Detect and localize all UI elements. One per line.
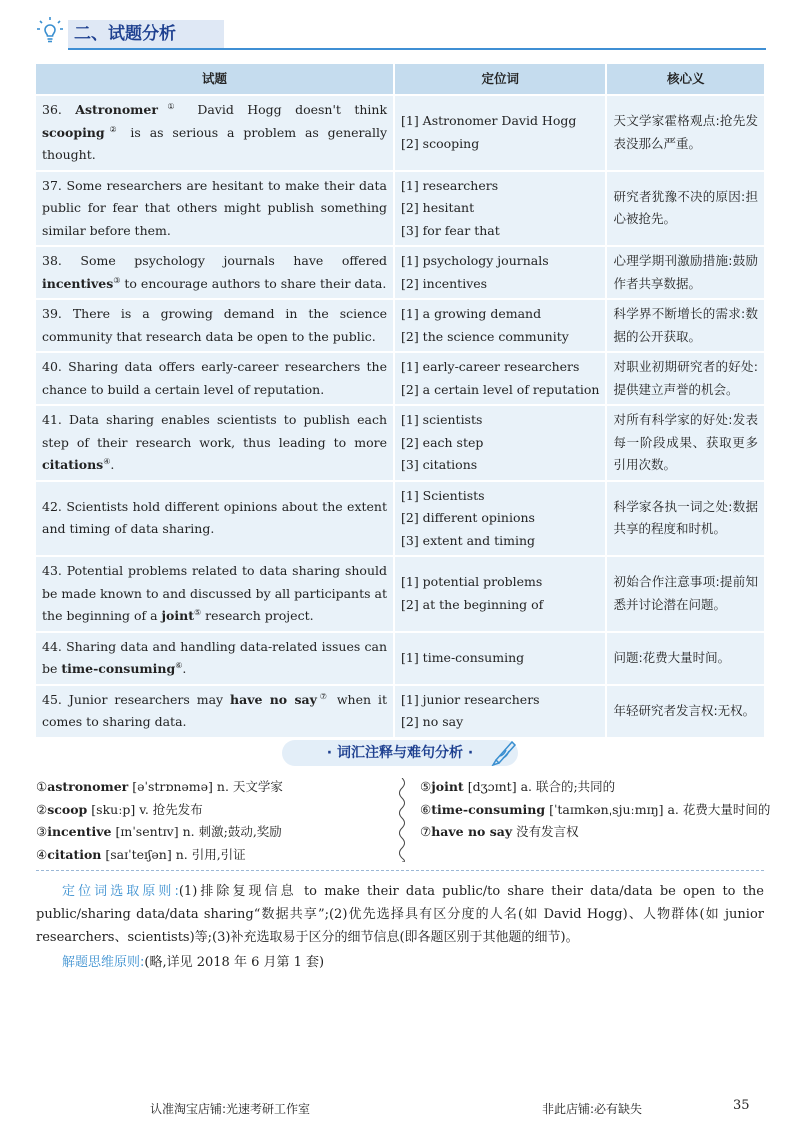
question-text: Junior researchers may bbox=[68, 691, 231, 707]
footnote-marker: ③ bbox=[113, 275, 121, 285]
question-text: Some psychology journals have offered bbox=[80, 253, 387, 268]
note-locating-principle bbox=[36, 880, 764, 949]
analysis-table bbox=[36, 64, 764, 739]
keyword-item: [1] junior researchers bbox=[401, 691, 540, 707]
keyword-term: incentives bbox=[42, 275, 114, 291]
table-row bbox=[36, 482, 764, 558]
keyword-term: time-consuming bbox=[61, 661, 176, 676]
keyword-item: [2] each step bbox=[401, 434, 484, 450]
table-header-row bbox=[36, 64, 764, 96]
column-header-keywords: 定位词 bbox=[395, 64, 607, 96]
column-header-meaning: 核心义 bbox=[607, 64, 764, 96]
dashed-separator bbox=[36, 870, 764, 871]
vocab-list-right bbox=[420, 776, 780, 844]
keyword-item: [3] for fear that bbox=[401, 222, 500, 238]
question-text: . bbox=[182, 661, 187, 676]
table-row bbox=[36, 247, 764, 300]
keywords-cell bbox=[395, 633, 607, 686]
keywords-cell bbox=[395, 482, 607, 558]
vocab-section-title: · 词汇注释与难句分析 · bbox=[282, 740, 518, 766]
table-row bbox=[36, 300, 764, 353]
note-text: (1)排除复现信息 to make their data public/to share their data/data be open to the public/sharing data/data sharing“数据共享”;(2)优先选择具有区分度的人名(如 David Hogg)、人物群体(如 junior researchers、scientists)等;(3)补充选取易于区分的细节信息(即各题区别于其他题的细节)。 bbox=[36, 884, 764, 945]
keyword-item: [3] citations bbox=[401, 457, 478, 472]
vocab-word: joint bbox=[431, 779, 464, 794]
note-text: (略,详见 2018 年 6 月第 1 套) bbox=[144, 955, 325, 970]
meaning-cell: 心理学期刊激励措施:鼓励作者共享数据。 bbox=[607, 247, 764, 300]
page-number: 35 bbox=[733, 1098, 750, 1113]
vocab-definition: n. 刺激;鼓动,奖励 bbox=[182, 824, 282, 839]
vocab-word: scoop bbox=[47, 801, 88, 817]
vocab-word: astronomer bbox=[47, 779, 129, 794]
question-text: Sharing data and handling data-related issues can be bbox=[42, 638, 387, 676]
vocab-number: ⑦ bbox=[420, 824, 432, 839]
vocab-phonetic: [skuːp] bbox=[91, 801, 136, 817]
vocab-definition: v. 抢先发布 bbox=[139, 801, 203, 817]
question-text: Scientists hold different opinions about the extent and timing of data sharing. bbox=[42, 498, 387, 537]
question-cell bbox=[36, 557, 395, 633]
meaning-cell: 对所有科学家的好处:发表每一阶段成果、获取更多引用次数。 bbox=[607, 406, 764, 482]
question-number: 44. bbox=[42, 638, 62, 654]
keywords-cell bbox=[395, 172, 607, 248]
question-text: Potential problems related to data sharing should be made known to and discussed by all participants at the beginning of a bbox=[42, 563, 387, 623]
vocab-number: ② bbox=[36, 801, 48, 817]
keyword-item: [2] the science community bbox=[401, 328, 569, 344]
keyword-term: have no say bbox=[230, 691, 317, 707]
question-cell bbox=[36, 353, 395, 406]
keyword-item: [2] scooping bbox=[401, 135, 480, 151]
question-number: 45. bbox=[42, 691, 62, 707]
question-text: . bbox=[110, 457, 115, 472]
keyword-item: [3] extent and timing bbox=[401, 532, 535, 548]
keyword-item: [1] psychology journals bbox=[401, 253, 549, 268]
footnote-marker: ⑦ bbox=[316, 691, 330, 701]
meaning-cell: 年轻研究者发言权:无权。 bbox=[607, 686, 764, 739]
question-cell bbox=[36, 686, 395, 739]
question-cell bbox=[36, 300, 395, 353]
table-row bbox=[36, 406, 764, 482]
question-text: There is a growing demand in the science community that research data be open to the public. bbox=[42, 306, 387, 344]
question-cell bbox=[36, 406, 395, 482]
column-header-question: 试题 bbox=[36, 64, 395, 96]
notes-section bbox=[36, 880, 764, 976]
section-header bbox=[36, 14, 766, 48]
vocab-list-left bbox=[36, 776, 396, 866]
keyword-item: [1] scientists bbox=[401, 412, 483, 427]
question-number: 37. bbox=[42, 177, 62, 193]
keyword-item: [1] a growing demand bbox=[401, 306, 542, 321]
keywords-cell bbox=[395, 247, 607, 300]
question-text: is as serious a problem as generally thought. bbox=[42, 124, 388, 162]
table-row bbox=[36, 172, 764, 248]
table-row bbox=[36, 633, 764, 686]
question-text: Some researchers are hesitant to make their data public for fear that others might publish something similar before them. bbox=[42, 177, 387, 238]
meaning-cell: 研究者犹豫不决的原因:担心被抢先。 bbox=[607, 172, 764, 248]
section-title: 二、试题分析 bbox=[68, 20, 224, 48]
footnote-marker: ② bbox=[104, 124, 122, 134]
question-number: 41. bbox=[42, 412, 62, 427]
keyword-term: scooping bbox=[42, 124, 105, 140]
question-cell bbox=[36, 96, 395, 172]
vocab-definition: a. 联合的;共同的 bbox=[520, 779, 616, 794]
question-cell bbox=[36, 482, 395, 558]
vocab-number: ⑤ bbox=[420, 779, 432, 794]
vocab-item bbox=[36, 844, 396, 867]
keywords-cell bbox=[395, 300, 607, 353]
keyword-term: joint bbox=[161, 608, 195, 623]
vocab-word: incentive bbox=[47, 824, 112, 839]
keywords-cell bbox=[395, 557, 607, 633]
vocab-definition: n. 引用,引证 bbox=[175, 846, 246, 862]
meaning-cell: 科学家各执一词之处:数据共享的程度和时机。 bbox=[607, 482, 764, 558]
lightbulb-icon bbox=[36, 16, 64, 44]
vocab-phonetic: [saɪˈteɪʃən] bbox=[105, 846, 172, 862]
footer-warning-text: 非此店铺:必有缺失 bbox=[542, 1102, 643, 1116]
vocab-definition: 没有发言权 bbox=[516, 824, 579, 839]
footnote-marker: ⑥ bbox=[175, 660, 183, 670]
table-row bbox=[36, 353, 764, 406]
question-text: when it comes to sharing data. bbox=[42, 691, 388, 729]
question-text: Data sharing enables scientists to publish each step of their research work, thus leading to more bbox=[42, 412, 387, 450]
footer-shop-text: 认准淘宝店铺:光速考研工作室 bbox=[150, 1102, 311, 1116]
keywords-cell bbox=[395, 406, 607, 482]
vocab-word: have no say bbox=[431, 824, 513, 839]
footnote-marker: ④ bbox=[103, 456, 111, 466]
question-number: 36. bbox=[42, 102, 62, 117]
vocab-word: citation bbox=[47, 846, 102, 862]
vocab-phonetic: [əˈstrɒnəmə] bbox=[132, 779, 213, 794]
keyword-item: [2] no say bbox=[401, 714, 464, 729]
vocab-number: ① bbox=[36, 779, 48, 794]
question-text: research project. bbox=[201, 608, 314, 623]
meaning-cell: 初始合作注意事项:提前知悉并讨论潜在问题。 bbox=[607, 557, 764, 633]
question-cell bbox=[36, 633, 395, 686]
question-text: Sharing data offers early-career researchers the chance to build a certain level of reputation. bbox=[42, 359, 387, 397]
note-label: 定位词选取原则: bbox=[62, 884, 179, 899]
keyword-item: [1] potential problems bbox=[401, 574, 543, 590]
question-number: 38. bbox=[42, 253, 62, 268]
question-cell bbox=[36, 247, 395, 300]
keyword-item: [2] hesitant bbox=[401, 200, 475, 215]
note-label: 解题思维原则: bbox=[62, 955, 145, 970]
footnote-marker: ① bbox=[157, 101, 184, 111]
keywords-cell bbox=[395, 353, 607, 406]
keyword-term: citations bbox=[42, 457, 104, 472]
vocab-word: time-consuming bbox=[431, 801, 546, 817]
vocab-item bbox=[420, 821, 780, 844]
keyword-term: Astronomer bbox=[75, 102, 158, 117]
question-number: 39. bbox=[42, 306, 62, 321]
meaning-cell: 问题:花费大量时间。 bbox=[607, 633, 764, 686]
wavy-divider bbox=[397, 778, 407, 862]
keyword-item: [2] at the beginning of bbox=[401, 596, 544, 612]
vocab-phonetic: [ˈtaɪmkənˌsjuːmɪŋ] bbox=[549, 801, 664, 817]
keyword-item: [1] time-consuming bbox=[401, 649, 525, 665]
question-number: 40. bbox=[42, 359, 62, 374]
vocab-number: ④ bbox=[36, 846, 48, 862]
footnote-marker: ⑤ bbox=[194, 607, 202, 617]
question-text: to encourage authors to share their data. bbox=[120, 275, 387, 291]
header-rule bbox=[68, 48, 766, 50]
keyword-item: [2] different opinions bbox=[401, 510, 535, 525]
table-row bbox=[36, 96, 764, 172]
vocab-item bbox=[420, 776, 780, 799]
vocab-definition: n. 天文学家 bbox=[216, 779, 283, 794]
pen-icon bbox=[488, 736, 518, 766]
vocab-number: ③ bbox=[36, 824, 48, 839]
keywords-cell bbox=[395, 96, 607, 172]
note-thinking-principle bbox=[36, 951, 764, 974]
vocab-item bbox=[36, 821, 396, 844]
keyword-item: [2] a certain level of reputation bbox=[401, 381, 600, 397]
question-cell bbox=[36, 172, 395, 248]
question-number: 43. bbox=[42, 563, 62, 578]
vocab-item bbox=[36, 776, 396, 799]
meaning-cell: 对职业初期研究者的好处:提供建立声誉的机会。 bbox=[607, 353, 764, 406]
vocab-number: ⑥ bbox=[420, 801, 432, 817]
question-text: David Hogg doesn't think bbox=[183, 102, 388, 117]
keywords-cell bbox=[395, 686, 607, 739]
meaning-cell: 科学界不断增长的需求:数据的公开获取。 bbox=[607, 300, 764, 353]
vocab-phonetic: [dʒɔɪnt] bbox=[467, 779, 517, 794]
table-row bbox=[36, 686, 764, 739]
keyword-item: [1] researchers bbox=[401, 177, 499, 193]
vocab-definition: a. 花费大量时间的 bbox=[667, 801, 771, 817]
vocab-item bbox=[36, 799, 396, 822]
meaning-cell: 天文学家霍格观点:抢先发表没那么严重。 bbox=[607, 96, 764, 172]
table-row bbox=[36, 557, 764, 633]
keyword-item: [1] Scientists bbox=[401, 487, 485, 503]
keyword-item: [2] incentives bbox=[401, 275, 488, 291]
keyword-item: [1] Astronomer David Hogg bbox=[401, 113, 577, 129]
question-number: 42. bbox=[42, 498, 62, 514]
keyword-item: [1] early-career researchers bbox=[401, 359, 580, 374]
vocab-item bbox=[420, 799, 780, 822]
vocab-phonetic: [ɪnˈsentɪv] bbox=[115, 824, 179, 839]
